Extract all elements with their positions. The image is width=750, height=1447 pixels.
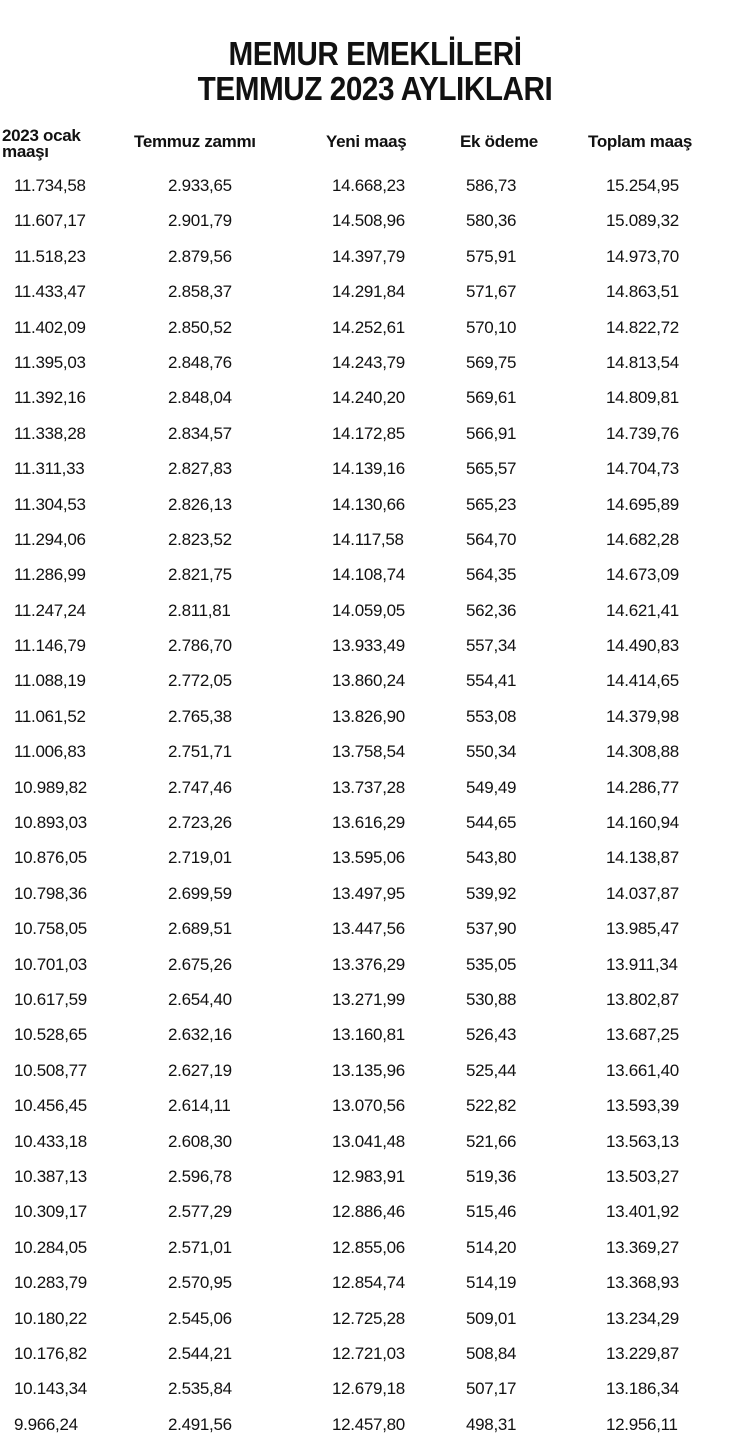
yeni-maas-cell: 13.271,99 (332, 989, 405, 1009)
toplam-maas-cell: 14.704,73 (606, 459, 679, 479)
table-row (0, 663, 750, 698)
yeni-maas-cell: 13.737,28 (332, 777, 405, 797)
ek-odeme-cell: 535,05 (466, 954, 517, 974)
temmuz-zammi-cell: 2.654,40 (168, 989, 232, 1009)
temmuz-zammi-cell: 2.848,04 (168, 388, 232, 408)
yeni-maas-cell: 12.886,46 (332, 1202, 405, 1222)
ek-odeme-cell: 537,90 (466, 919, 517, 939)
table-row (0, 168, 750, 203)
toplam-maas-cell: 13.687,25 (606, 1025, 679, 1045)
yeni-maas-cell: 12.721,03 (332, 1343, 405, 1363)
title-line-2: TEMMUZ 2023 AYLIKLARI (197, 70, 553, 107)
table-row (0, 1088, 750, 1123)
toplam-maas-cell: 14.863,51 (606, 282, 679, 302)
temmuz-zammi-cell: 2.699,59 (168, 883, 232, 903)
ek-odeme-cell: 565,57 (466, 459, 517, 479)
ek-odeme-cell: 553,08 (466, 706, 517, 726)
ocak-maasi-cell: 10.758,05 (14, 919, 87, 939)
temmuz-zammi-cell: 2.675,26 (168, 954, 232, 974)
ek-odeme-cell: 571,67 (466, 282, 517, 302)
ocak-maasi-cell: 10.284,05 (14, 1237, 87, 1257)
table-row (0, 911, 750, 946)
toplam-maas-cell: 14.414,65 (606, 671, 679, 691)
ocak-maasi-cell: 11.607,17 (14, 211, 86, 231)
ek-odeme-cell: 522,82 (466, 1096, 517, 1116)
ocak-maasi-cell: 10.876,05 (14, 848, 87, 868)
table-row (0, 1194, 750, 1229)
yeni-maas-cell: 14.252,61 (332, 317, 405, 337)
toplam-maas-cell: 14.673,09 (606, 565, 679, 585)
table-row (0, 770, 750, 805)
toplam-maas-cell: 14.286,77 (606, 777, 679, 797)
ocak-maasi-cell: 11.518,23 (14, 246, 86, 266)
ek-odeme-cell: 580,36 (466, 211, 517, 231)
temmuz-zammi-cell: 2.772,05 (168, 671, 232, 691)
yeni-maas-cell: 13.595,06 (332, 848, 405, 868)
header-temmuz-zammi: Temmuz zammı (134, 132, 256, 151)
page-title (38, 36, 713, 106)
table-row (0, 451, 750, 486)
yeni-maas-cell: 13.376,29 (332, 954, 405, 974)
temmuz-zammi-cell: 2.608,30 (168, 1131, 232, 1151)
temmuz-zammi-cell: 2.491,56 (168, 1414, 232, 1434)
ocak-maasi-cell: 10.617,59 (14, 989, 87, 1009)
ek-odeme-cell: 515,46 (466, 1202, 517, 1222)
temmuz-zammi-cell: 2.850,52 (168, 317, 232, 337)
ocak-maasi-cell: 11.286,99 (14, 565, 86, 585)
table-row (0, 805, 750, 840)
yeni-maas-cell: 12.983,91 (332, 1166, 405, 1186)
table-row (0, 628, 750, 663)
ocak-maasi-cell: 11.061,52 (14, 706, 86, 726)
ocak-maasi-cell: 11.734,58 (14, 176, 86, 195)
yeni-maas-cell: 14.117,58 (332, 529, 404, 549)
table-row (0, 734, 750, 769)
toplam-maas-cell: 14.682,28 (606, 529, 679, 549)
yeni-maas-cell: 12.855,06 (332, 1237, 405, 1257)
toplam-maas-cell: 14.822,72 (606, 317, 679, 337)
yeni-maas-cell: 13.933,49 (332, 636, 405, 656)
toplam-maas-cell: 13.661,40 (606, 1060, 679, 1080)
temmuz-zammi-cell: 2.834,57 (168, 423, 232, 443)
toplam-maas-cell: 13.234,29 (606, 1308, 679, 1328)
temmuz-zammi-cell: 2.570,95 (168, 1273, 232, 1293)
ocak-maasi-cell: 11.088,19 (14, 671, 86, 691)
yeni-maas-cell: 14.243,79 (332, 352, 405, 372)
header-ocak-maasi: 2023 ocak maaşı (2, 126, 81, 161)
ocak-maasi-cell: 10.456,45 (14, 1096, 87, 1116)
ek-odeme-cell: 569,75 (466, 352, 517, 372)
ek-odeme-cell: 519,36 (466, 1166, 517, 1186)
ek-odeme-cell: 507,17 (466, 1379, 517, 1399)
temmuz-zammi-cell: 2.614,11 (168, 1096, 231, 1116)
ocak-maasi-cell: 10.701,03 (14, 954, 87, 974)
table-row (0, 1265, 750, 1300)
table-row (0, 1124, 750, 1159)
temmuz-zammi-cell: 2.933,65 (168, 176, 232, 195)
ek-odeme-cell: 586,73 (466, 176, 517, 195)
yeni-maas-cell: 13.160,81 (332, 1025, 405, 1045)
ocak-maasi-cell: 10.508,77 (14, 1060, 87, 1080)
toplam-maas-cell: 15.089,32 (606, 211, 679, 231)
temmuz-zammi-cell: 2.545,06 (168, 1308, 232, 1328)
toplam-maas-cell: 14.695,89 (606, 494, 679, 514)
ek-odeme-cell: 570,10 (466, 317, 517, 337)
yeni-maas-cell: 13.070,56 (332, 1096, 405, 1116)
toplam-maas-cell: 13.186,34 (606, 1379, 679, 1399)
table-row (0, 380, 750, 415)
temmuz-zammi-cell: 2.901,79 (168, 211, 232, 231)
yeni-maas-cell: 14.059,05 (332, 600, 405, 620)
header-yeni-maas: Yeni maaş (326, 132, 407, 151)
ek-odeme-cell: 521,66 (466, 1131, 517, 1151)
temmuz-zammi-cell: 2.544,21 (168, 1343, 232, 1363)
ek-odeme-cell: 549,49 (466, 777, 517, 797)
toplam-maas-cell: 12.956,11 (606, 1414, 678, 1434)
ocak-maasi-cell: 11.294,06 (14, 529, 86, 549)
toplam-maas-cell: 13.802,87 (606, 989, 679, 1009)
table-row (0, 1336, 750, 1371)
table-row (0, 876, 750, 911)
table-row (0, 345, 750, 380)
toplam-maas-cell: 13.369,27 (606, 1237, 679, 1257)
ocak-maasi-cell: 10.283,79 (14, 1273, 87, 1293)
ocak-maasi-cell: 11.395,03 (14, 352, 86, 372)
temmuz-zammi-cell: 2.751,71 (168, 742, 232, 762)
ek-odeme-cell: 498,31 (466, 1414, 517, 1434)
toplam-maas-cell: 13.563,13 (606, 1131, 679, 1151)
temmuz-zammi-cell: 2.747,46 (168, 777, 232, 797)
ek-odeme-cell: 530,88 (466, 989, 517, 1009)
toplam-maas-cell: 14.160,94 (606, 813, 679, 833)
toplam-maas-cell: 14.490,83 (606, 636, 679, 656)
header-ek-odeme: Ek ödeme (460, 132, 538, 151)
toplam-maas-cell: 14.739,76 (606, 423, 679, 443)
table-row (0, 274, 750, 309)
table-row (0, 1159, 750, 1194)
temmuz-zammi-cell: 2.823,52 (168, 529, 232, 549)
temmuz-zammi-cell: 2.535,84 (168, 1379, 232, 1399)
yeni-maas-cell: 13.616,29 (332, 813, 405, 833)
title-line-1: MEMUR EMEKLİLERİ (228, 35, 522, 72)
ek-odeme-cell: 564,35 (466, 565, 517, 585)
table-row (0, 522, 750, 557)
ocak-maasi-cell: 10.309,17 (14, 1202, 87, 1222)
ocak-maasi-cell: 11.247,24 (14, 600, 86, 620)
temmuz-zammi-cell: 2.627,19 (168, 1060, 232, 1080)
ek-odeme-cell: 525,44 (466, 1060, 517, 1080)
temmuz-zammi-cell: 2.811,81 (168, 600, 231, 620)
temmuz-zammi-cell: 2.879,56 (168, 246, 232, 266)
toplam-maas-cell: 13.229,87 (606, 1343, 679, 1363)
ek-odeme-cell: 575,91 (466, 246, 517, 266)
ek-odeme-cell: 554,41 (466, 671, 517, 691)
ocak-maasi-cell: 10.180,22 (14, 1308, 87, 1328)
yeni-maas-cell: 14.668,23 (332, 176, 405, 195)
toplam-maas-cell: 13.911,34 (606, 954, 678, 974)
table-row (0, 699, 750, 734)
toplam-maas-cell: 14.308,88 (606, 742, 679, 762)
ek-odeme-cell: 564,70 (466, 529, 517, 549)
table-row (0, 1230, 750, 1265)
yeni-maas-cell: 13.758,54 (332, 742, 405, 762)
table-row (0, 310, 750, 345)
toplam-maas-cell: 13.985,47 (606, 919, 679, 939)
yeni-maas-cell: 12.679,18 (332, 1379, 405, 1399)
ocak-maasi-cell: 10.433,18 (14, 1131, 87, 1151)
yeni-maas-cell: 14.508,96 (332, 211, 405, 231)
toplam-maas-cell: 14.379,98 (606, 706, 679, 726)
ocak-maasi-cell: 11.402,09 (14, 317, 86, 337)
temmuz-zammi-cell: 2.723,26 (168, 813, 232, 833)
ek-odeme-cell: 544,65 (466, 813, 517, 833)
table-row (0, 239, 750, 274)
yeni-maas-cell: 12.854,74 (332, 1273, 405, 1293)
ek-odeme-cell: 562,36 (466, 600, 517, 620)
yeni-maas-cell: 12.457,80 (332, 1414, 405, 1434)
yeni-maas-cell: 14.291,84 (332, 282, 405, 302)
temmuz-zammi-cell: 2.827,83 (168, 459, 232, 479)
ocak-maasi-cell: 10.176,82 (14, 1343, 87, 1363)
temmuz-zammi-cell: 2.632,16 (168, 1025, 232, 1045)
ocak-maasi-cell: 11.146,79 (14, 636, 86, 656)
toplam-maas-cell: 14.973,70 (606, 246, 679, 266)
table-row (0, 593, 750, 628)
temmuz-zammi-cell: 2.719,01 (168, 848, 232, 868)
toplam-maas-cell: 13.503,27 (606, 1166, 679, 1186)
temmuz-zammi-cell: 2.577,29 (168, 1202, 232, 1222)
ocak-maasi-cell: 9.966,24 (14, 1414, 78, 1434)
toplam-maas-cell: 13.593,39 (606, 1096, 679, 1116)
ocak-maasi-cell: 11.433,47 (14, 282, 86, 302)
table-row (0, 982, 750, 1017)
ek-odeme-cell: 514,19 (466, 1273, 517, 1293)
ek-odeme-cell: 550,34 (466, 742, 517, 762)
toplam-maas-cell: 14.621,41 (606, 600, 679, 620)
table-row (0, 1371, 750, 1406)
yeni-maas-cell: 14.139,16 (332, 459, 405, 479)
toplam-maas-cell: 13.368,93 (606, 1273, 679, 1293)
ocak-maasi-cell: 10.893,03 (14, 813, 87, 833)
ek-odeme-cell: 509,01 (466, 1308, 517, 1328)
toplam-maas-cell: 15.254,95 (606, 176, 679, 195)
temmuz-zammi-cell: 2.858,37 (168, 282, 232, 302)
toplam-maas-cell: 14.809,81 (606, 388, 679, 408)
yeni-maas-cell: 13.497,95 (332, 883, 405, 903)
header-toplam-maas: Toplam maaş (588, 132, 693, 151)
toplam-maas-cell: 13.401,92 (606, 1202, 679, 1222)
ek-odeme-cell: 569,61 (466, 388, 517, 408)
ocak-maasi-cell: 10.528,65 (14, 1025, 87, 1045)
yeni-maas-cell: 14.172,85 (332, 423, 405, 443)
yeni-maas-cell: 13.041,48 (332, 1131, 405, 1151)
yeni-maas-cell: 13.447,56 (332, 919, 405, 939)
ek-odeme-cell: 566,91 (466, 423, 517, 443)
yeni-maas-cell: 13.860,24 (332, 671, 405, 691)
ocak-maasi-cell: 11.311,33 (14, 459, 85, 479)
ocak-maasi-cell: 10.798,36 (14, 883, 87, 903)
table-row (0, 1017, 750, 1052)
yeni-maas-cell: 14.397,79 (332, 246, 405, 266)
toplam-maas-cell: 14.138,87 (606, 848, 679, 868)
ocak-maasi-cell: 11.006,83 (14, 742, 86, 762)
table-row (0, 947, 750, 982)
yeni-maas-cell: 13.135,96 (332, 1060, 405, 1080)
yeni-maas-cell: 12.725,28 (332, 1308, 405, 1328)
toplam-maas-cell: 14.813,54 (606, 352, 679, 372)
temmuz-zammi-cell: 2.596,78 (168, 1166, 232, 1186)
yeni-maas-cell: 14.240,20 (332, 388, 405, 408)
ek-odeme-cell: 508,84 (466, 1343, 517, 1363)
ek-odeme-cell: 514,20 (466, 1237, 517, 1257)
table-row (0, 203, 750, 238)
ek-odeme-cell: 543,80 (466, 848, 517, 868)
toplam-maas-cell: 14.037,87 (606, 883, 679, 903)
ek-odeme-cell: 565,23 (466, 494, 517, 514)
ocak-maasi-cell: 11.338,28 (14, 423, 86, 443)
temmuz-zammi-cell: 2.571,01 (168, 1237, 232, 1257)
ocak-maasi-cell: 11.304,53 (14, 494, 86, 514)
ocak-maasi-cell: 10.989,82 (14, 777, 87, 797)
ocak-maasi-cell: 11.392,16 (14, 388, 86, 408)
temmuz-zammi-cell: 2.848,76 (168, 352, 232, 372)
table-row (0, 557, 750, 592)
temmuz-zammi-cell: 2.765,38 (168, 706, 232, 726)
temmuz-zammi-cell: 2.689,51 (168, 919, 232, 939)
ek-odeme-cell: 557,34 (466, 636, 517, 656)
table-row (0, 487, 750, 522)
temmuz-zammi-cell: 2.826,13 (168, 494, 232, 514)
yeni-maas-cell: 14.130,66 (332, 494, 405, 514)
table-row (0, 416, 750, 451)
table-row (0, 1053, 750, 1088)
table-row (0, 1301, 750, 1336)
salary-table-body (0, 168, 750, 1442)
ek-odeme-cell: 539,92 (466, 883, 517, 903)
ocak-maasi-cell: 10.387,13 (14, 1166, 87, 1186)
yeni-maas-cell: 13.826,90 (332, 706, 405, 726)
temmuz-zammi-cell: 2.786,70 (168, 636, 232, 656)
table-row (0, 1407, 750, 1442)
temmuz-zammi-cell: 2.821,75 (168, 565, 232, 585)
ocak-maasi-cell: 10.143,34 (14, 1379, 87, 1399)
ek-odeme-cell: 526,43 (466, 1025, 517, 1045)
yeni-maas-cell: 14.108,74 (332, 565, 405, 585)
table-row (0, 840, 750, 875)
